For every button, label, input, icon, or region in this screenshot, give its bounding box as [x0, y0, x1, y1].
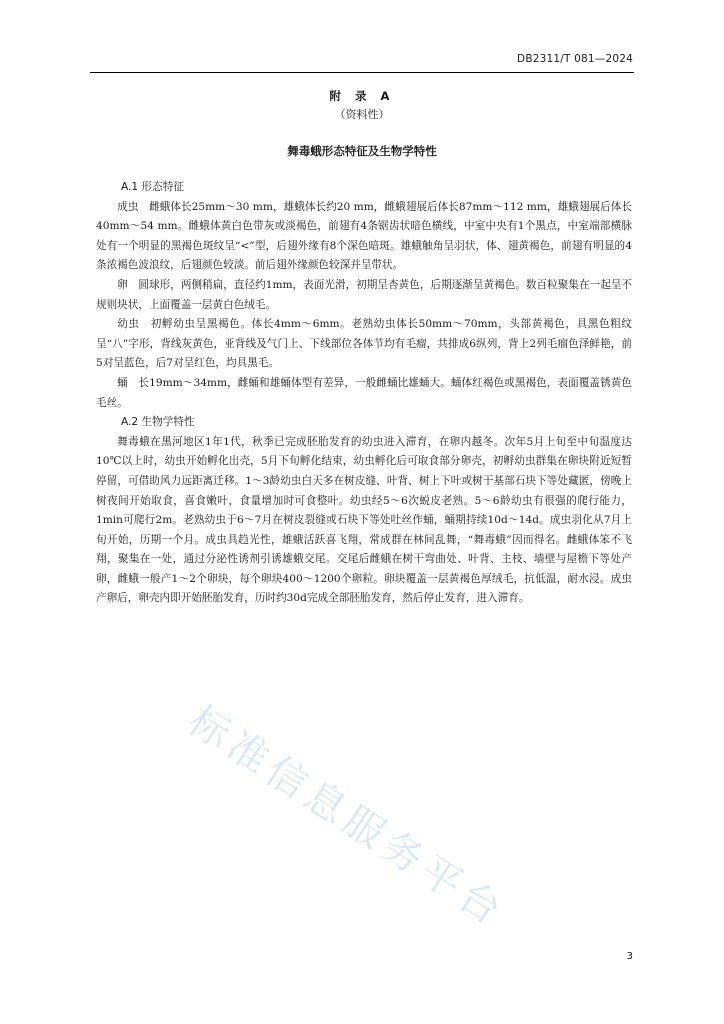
standard-code: DB2311/T 081—2024 [517, 53, 633, 65]
watermark-text: 标准信息服务平台 [180, 697, 514, 937]
paragraph-adult: 成虫 雌蛾体长25mm～30 mm，雄蛾体长约20 mm，雌蛾翅展后体长87mm～112 mm，雄蛾翅展后体长40mm～54 mm。雌蛾体黄白色带灰或淡褐色，前翅有4条锯齿状暗色横线，中室中央有1个黑点，中室端部横脉处有一个明显的黑褐色斑纹呈“<”型，后翅外缘有8个深色暗斑。雄蛾触角呈羽状，体、翅黄褐色，前翅有明显的4条浓褐色波浪纹，后翅颜色较淡。前后翅外缘颜色较深并呈带状。 [96, 200, 632, 272]
paragraph-egg: 卵 圆球形，两侧稍扁，直径约1mm，表面光滑，初期呈杏黄色，后期逐渐呈黄褐色。数百粒聚集在一起呈不规则块状，上面覆盖一层黄白色绒毛。 [96, 278, 632, 311]
body-text [96, 178, 632, 609]
appendix-title: 附 录 A [329, 89, 395, 103]
document-title: 舞毒蛾形态特征及生物学特性 [287, 144, 437, 158]
page-number: 3 [626, 951, 633, 962]
header-rule [90, 72, 634, 73]
appendix-subtitle: （资料性） [334, 108, 390, 121]
section-heading-a1: A.1 形态特征 [121, 181, 184, 193]
paragraph-pupa: 蛹 长19mm～34mm，雌蛹和雄蛹体型有差异，一般雌蛹比雄蛹大。蛹体红褐色或黑褐色，表面覆盖锈黄色毛丝。 [96, 376, 632, 409]
section-heading-a2: A.2 生物学特性 [121, 416, 195, 429]
paragraph-larva: 幼虫 初孵幼虫呈黑褐色。体长4mm～6mm。老熟幼虫体长50mm～70mm，头部黄褐色，具黑色粗纹呈“八”字形，背线灰黄色，亚背线及气门上、下线部位各体节均有毛瘤，共排成6纵列，背上2列毛瘤色泽鲜艳，前5对呈蓝色，后7对呈红色，均具黑毛。 [96, 318, 632, 370]
paragraph-biology: 舞毒蛾在黑河地区1年1代，秋季已完成胚胎发育的幼虫进入滞育，在卵内越冬。次年5月上旬至中旬温度达10℃以上时，幼虫开始孵化出壳，5月下旬孵化结束，幼虫孵化后可取食部分卵壳，初孵幼虫群集在卵块附近短暂停留，可借助风力远距离迁移。1～3龄幼虫白天多在树皮缝、叶背、树上下叶或树干基部石块下等处藏匿，傍晚上树夜间开始取食，喜食嫩叶，食量增加时可食整叶。幼虫经5～6次蜕皮老熟。5～6龄幼虫有很强的爬行能力，1min可爬行2m。老熟幼虫于6～7月在树皮裂缝或石块下等处吐丝作蛹，蛹期持续10d～14d。成虫羽化从7月上旬开始，历期一个月。成虫具趋光性，雄蛾活跃喜飞翔，常成群在林间乱舞，“舞毒蛾”因而得名。雌蛾体笨不飞翔，聚集在一处，通过分泌性诱剂引诱雄蛾交尾。交尾后雌蛾在树干弯曲处、叶背、主枝、墙壁与屋檐下等处产卵，雌蛾一般产1～2个卵块，每个卵块400～1200个卵粒。卵块覆盖一层黄褐色厚绒毛，抗低温，耐水浸。成虫产卵后，卵壳内即开始胚胎发育，历时约30d完成全部胚胎发育，然后停止发育，进入滞育。 [96, 435, 632, 605]
